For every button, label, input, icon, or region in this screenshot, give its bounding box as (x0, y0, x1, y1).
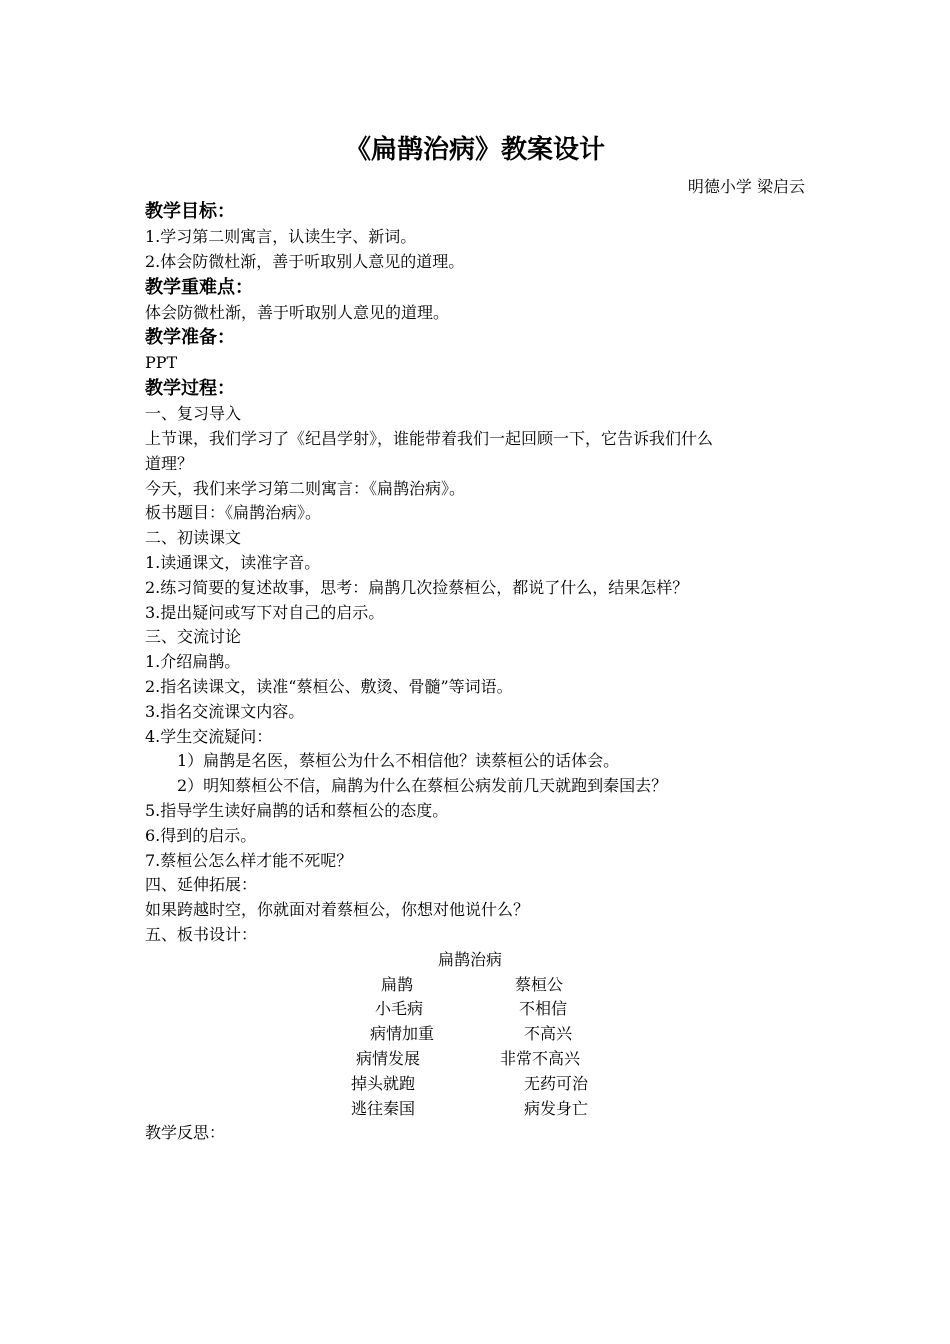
process-line: 四、延伸拓展： (145, 875, 258, 895)
process-line: 2.指名读课文，读准“蔡桓公、敷烫、骨髓”等词语。 (145, 676, 513, 696)
process-line: 2.练习简要的复述故事，思考：扁鹊几次捡蔡桓公，都说了什么，结果怎样？ (145, 577, 689, 597)
board-left-item: 掉头就跑 (351, 1073, 416, 1093)
process-line: 6.得到的启示。 (145, 825, 257, 845)
board-right-item: 病发身亡 (524, 1098, 589, 1118)
process-line: 一、复习导入 (145, 404, 242, 424)
author-line: 明德小学 梁启云 (687, 177, 805, 196)
board-right-item: 蔡桓公 (515, 974, 564, 994)
heading-goals: 教学目标： (145, 201, 235, 222)
process-line: 上节课，我们学习了《纪昌学射》，谁能带着我们一起回顾一下，它告诉我们什么 (145, 428, 714, 448)
board-right-item: 无药可治 (524, 1073, 589, 1093)
goal-line: 2.体会防微杜渐，善于听取别人意见的道理。 (145, 251, 465, 271)
document-title: 《扁鹊治病》教案设计 (344, 135, 605, 165)
board-title: 扁鹊治病 (438, 949, 503, 969)
process-line: 五、板书设计： (145, 924, 258, 944)
process-line: 1.读通课文，读准字音。 (145, 552, 321, 572)
process-line: 5.指导学生读好扁鹊的话和蔡桓公的态度。 (145, 800, 449, 820)
process-line: 板书题目：《扁鹊治病》。 (145, 503, 322, 523)
board-right-item: 非常不高兴 (500, 1048, 581, 1068)
board-left-item: 病情发展 (356, 1048, 421, 1068)
board-left-item: 小毛病 (375, 999, 424, 1019)
process-line: 如果跨越时空，你就面对着蔡桓公，你想对他说什么？ (145, 900, 530, 920)
board-right-item: 不高兴 (524, 1024, 573, 1044)
board-left-item: 病情加重 (370, 1024, 435, 1044)
process-line: 三、交流讨论 (145, 627, 242, 647)
key-point-line: 体会防微杜渐，善于听取别人意见的道理。 (145, 302, 450, 322)
heading-preparation: 教学准备： (145, 327, 235, 349)
board-right-item: 不相信 (519, 999, 568, 1019)
document-body (145, 199, 815, 1146)
process-line: 3.指名交流课文内容。 (145, 701, 305, 721)
process-line: 道理？ (145, 453, 194, 473)
process-line: 今天，我们来学习第二则寓言：《扁鹊治病》。 (145, 478, 466, 498)
process-line: 4.学生交流疑问： (145, 726, 273, 746)
process-line-indented: 1）扁鹊是名医，蔡桓公为什么不相信他？读蔡桓公的话体会。 (177, 751, 620, 771)
process-line: 7.蔡桓公怎么样才能不死呢？ (145, 850, 353, 870)
process-line: 3.提出疑问或写下对自己的启示。 (145, 602, 385, 622)
board-design (145, 948, 815, 1146)
board-left-item: 逃往秦国 (351, 1098, 416, 1118)
reflection-label: 教学反思： (145, 1123, 226, 1143)
process-line: 1.介绍扁鹊。 (145, 652, 241, 672)
board-left-item: 扁鹊 (381, 974, 414, 994)
process-line: 二、初读课文 (145, 528, 242, 548)
process-line-indented: 2）明知蔡桓公不信，扁鹊为什么在蔡桓公病发前几天就跑到秦国去？ (177, 776, 668, 796)
heading-key-points: 教学重难点： (145, 276, 253, 298)
heading-process: 教学过程： (145, 378, 235, 400)
goal-line: 1.学习第二则寓言，认读生字、新词。 (145, 227, 417, 246)
preparation-line: PPT (145, 353, 178, 373)
